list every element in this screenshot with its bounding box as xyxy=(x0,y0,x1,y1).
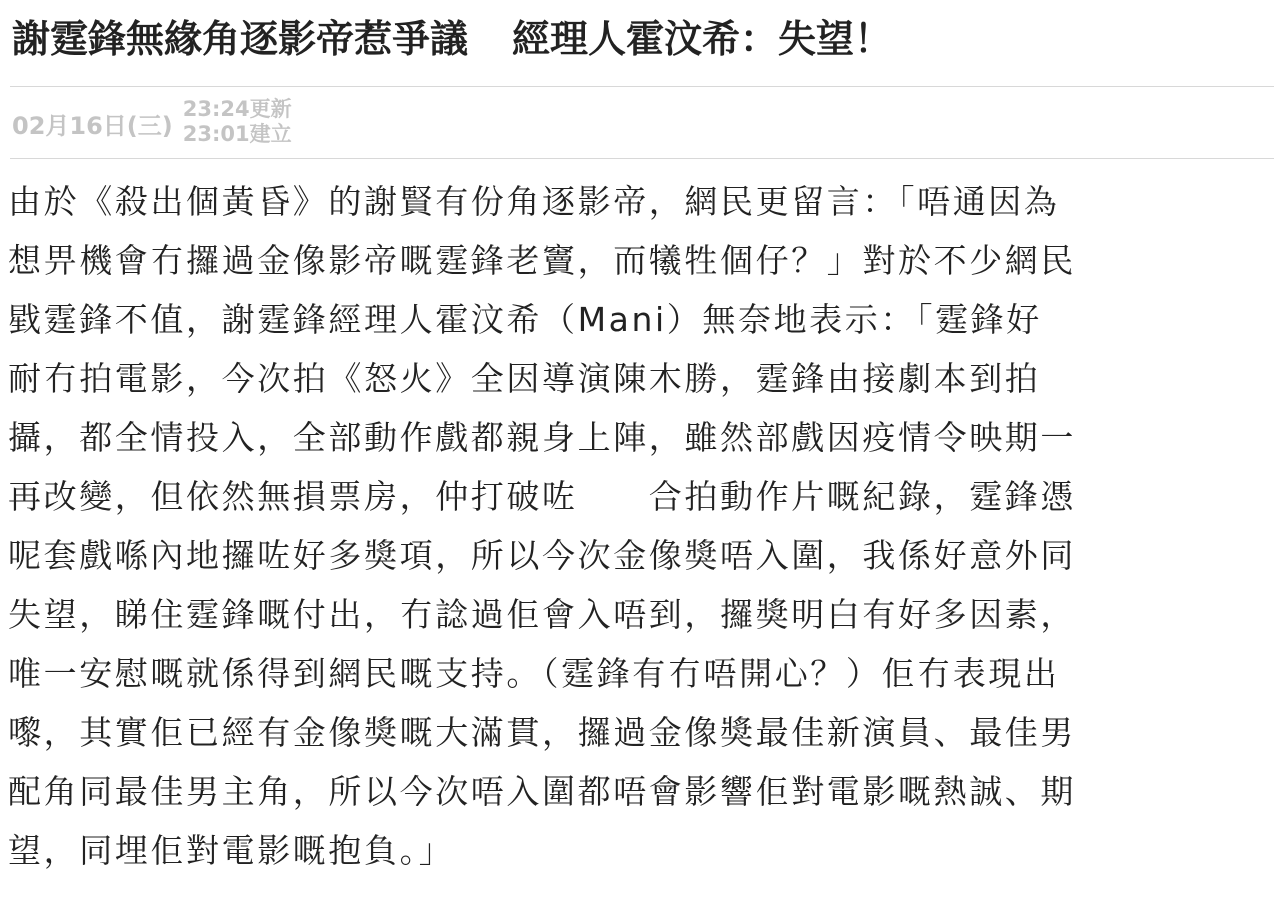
body-line: 嚟，其實佢已經有金像獎嘅大滿貫，攞過金像獎最佳新演員、最佳男 xyxy=(8,713,1076,752)
body-line: 唯一安慰嘅就係得到網民嘅支持。（霆鋒有冇唔開心？）佢冇表現出 xyxy=(8,654,1060,693)
article-meta xyxy=(12,94,292,150)
article-body xyxy=(8,172,1270,880)
created-time: 23:01建立 xyxy=(182,122,292,146)
article-headline xyxy=(12,14,1262,64)
publish-date: 02月16日(三) xyxy=(12,112,173,140)
body-line: 配角同最佳男主角，所以今次唔入圍都唔會影響佢對電影嘅熱誠、期 xyxy=(8,772,1076,811)
headline-part-1: 謝霆鋒無緣角逐影帝惹爭議 xyxy=(12,17,469,61)
updated-time: 23:24更新 xyxy=(182,97,292,121)
body-line: 戥霆鋒不值，謝霆鋒經理人霍汶希（Mani）無奈地表示：「霆鋒好 xyxy=(8,300,1042,339)
timestamps xyxy=(183,97,292,147)
body-line: 攝，都全情投入，全部動作戲都親身上陣，雖然部戲因疫情令映期一 xyxy=(8,418,1076,457)
headline-part-2: 經理人霍汶希：失望！ xyxy=(512,17,893,61)
body-line: 呢套戲喺內地攞咗好多獎項，所以今次金像獎唔入圍，我係好意外同 xyxy=(8,536,1076,575)
body-line: 耐冇拍電影，今次拍《怒火》全因導演陳木勝，霆鋒由接劇本到拍 xyxy=(8,359,1041,398)
top-divider xyxy=(10,86,1274,87)
body-line: 望，同埋佢對電影嘅抱負。」 xyxy=(8,831,455,870)
body-line: 由於《殺出個黃昏》的謝賢有份角逐影帝，網民更留言：「唔通因為 xyxy=(8,182,1060,221)
body-line: 想畀機會冇攞過金像影帝嘅霆鋒老竇，而犧牲個仔？」對於不少網民 xyxy=(8,241,1076,280)
bottom-divider xyxy=(10,158,1274,159)
body-line: 再改變，但依然無損票房，仲打破咗 合拍動作片嘅紀錄，霆鋒憑 xyxy=(8,477,1076,516)
body-line: 失望，睇住霆鋒嘅付出，冇諗過佢會入唔到，攞獎明白有好多因素， xyxy=(8,595,1076,634)
